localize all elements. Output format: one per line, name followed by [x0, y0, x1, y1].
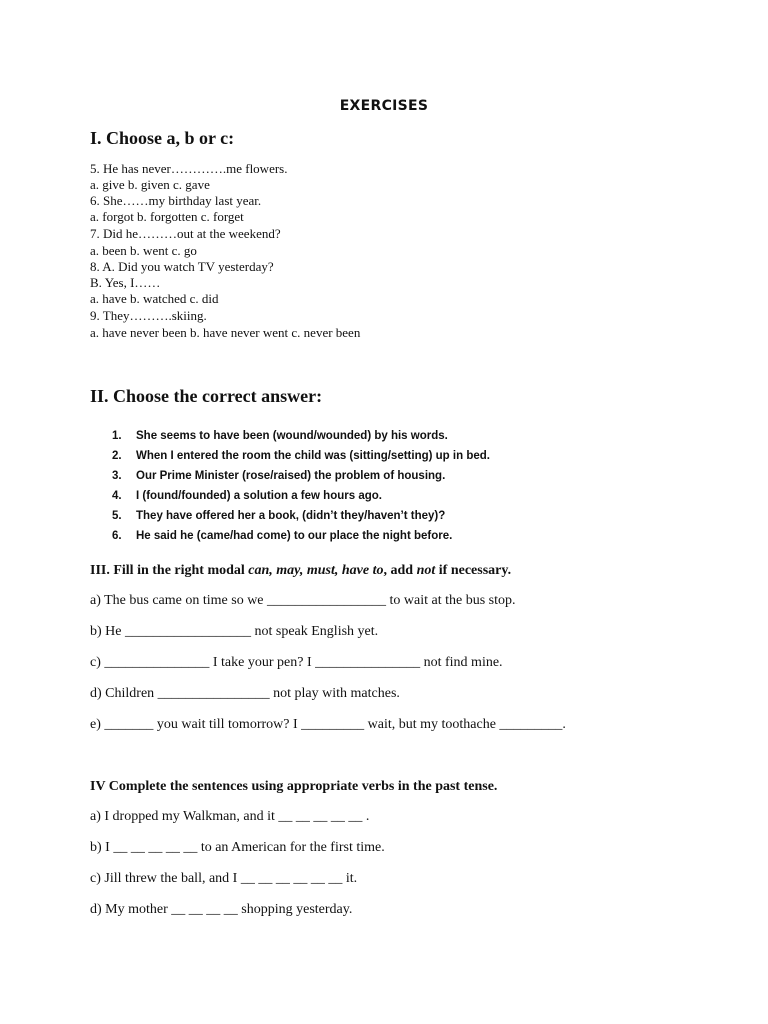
heading-text: if necessary. — [435, 563, 512, 578]
section-1-line: a. give b. given c. gave — [90, 177, 210, 192]
exercise-line: b) He __________________ not speak English yet. — [90, 624, 379, 639]
item-number: 1. — [112, 430, 122, 442]
item-text: I (found/founded) a solution a few hours ago. — [136, 490, 382, 502]
section-1-line: B. Yes, I…… — [90, 275, 161, 290]
section-1-line: 5. He has never………….me flowers. — [90, 161, 288, 176]
list-item — [112, 490, 382, 502]
list-item — [112, 450, 490, 462]
list-item — [112, 470, 445, 482]
section-1-line: 8. A. Did you watch TV yesterday? — [90, 259, 274, 274]
item-number: 2. — [112, 450, 122, 462]
list-item — [112, 430, 448, 442]
section-2-heading: II. Choose the correct answer: — [90, 386, 323, 406]
heading-text: III. Fill in the right modal — [90, 563, 249, 578]
section-1-line: a. been b. went c. go — [90, 243, 197, 258]
section-1-line: 6. She……my birthday last year. — [90, 193, 262, 208]
section-1-line: 9. They……….skiing. — [90, 308, 207, 323]
list-item — [112, 530, 452, 542]
section-1-line: a. forgot b. forgotten c. forget — [90, 209, 244, 224]
exercise-line: b) I __ __ __ __ __ to an American for the first time. — [90, 840, 385, 855]
page-title: EXERCISES — [339, 98, 429, 114]
item-number: 3. — [112, 470, 122, 482]
item-number: 6. — [112, 530, 122, 542]
item-text: When I entered the room the child was (sitting/setting) up in bed. — [136, 450, 490, 462]
item-text: She seems to have been (wound/wounded) by his words. — [136, 430, 448, 442]
section-1-line: 7. Did he………out at the weekend? — [90, 226, 281, 241]
item-text: They have offered her a book, (didn’t they/haven’t they)? — [136, 510, 446, 522]
section-1-heading: I. Choose a, b or c: — [90, 128, 235, 148]
item-number: 5. — [112, 510, 122, 522]
section-3-heading — [90, 563, 511, 579]
exercise-line: c) _______________ I take your pen? I _______________ not find mine. — [90, 655, 503, 670]
exercise-line: e) _______ you wait till tomorrow? I _________ wait, but my toothache _________. — [90, 717, 566, 732]
item-text: He said he (came/had come) to our place the night before. — [136, 530, 453, 542]
exercise-line: a) I dropped my Walkman, and it __ __ __ __ __ . — [90, 809, 370, 824]
section-1-line: a. have b. watched c. did — [90, 291, 219, 306]
section-1-line: a. have never been b. have never went c. never been — [90, 325, 361, 340]
exercise-line: d) My mother __ __ __ __ shopping yesterday. — [90, 902, 353, 917]
exercise-line: d) Children ________________ not play with matches. — [90, 686, 400, 701]
exercise-line: c) Jill threw the ball, and I __ __ __ __ __ __ it. — [90, 871, 358, 886]
item-text: Our Prime Minister (rose/raised) the problem of housing. — [136, 470, 446, 482]
exercise-line: a) The bus came on time so we _________________ to wait at the bus stop. — [90, 593, 516, 608]
section-4-heading: IV Complete the sentences using appropriate verbs in the past tense. — [90, 779, 498, 794]
heading-modals: can, may, must, have to — [248, 563, 384, 578]
item-number: 4. — [112, 490, 122, 502]
list-item — [112, 510, 445, 522]
heading-not: not — [416, 563, 436, 578]
heading-text: , add — [383, 563, 417, 578]
